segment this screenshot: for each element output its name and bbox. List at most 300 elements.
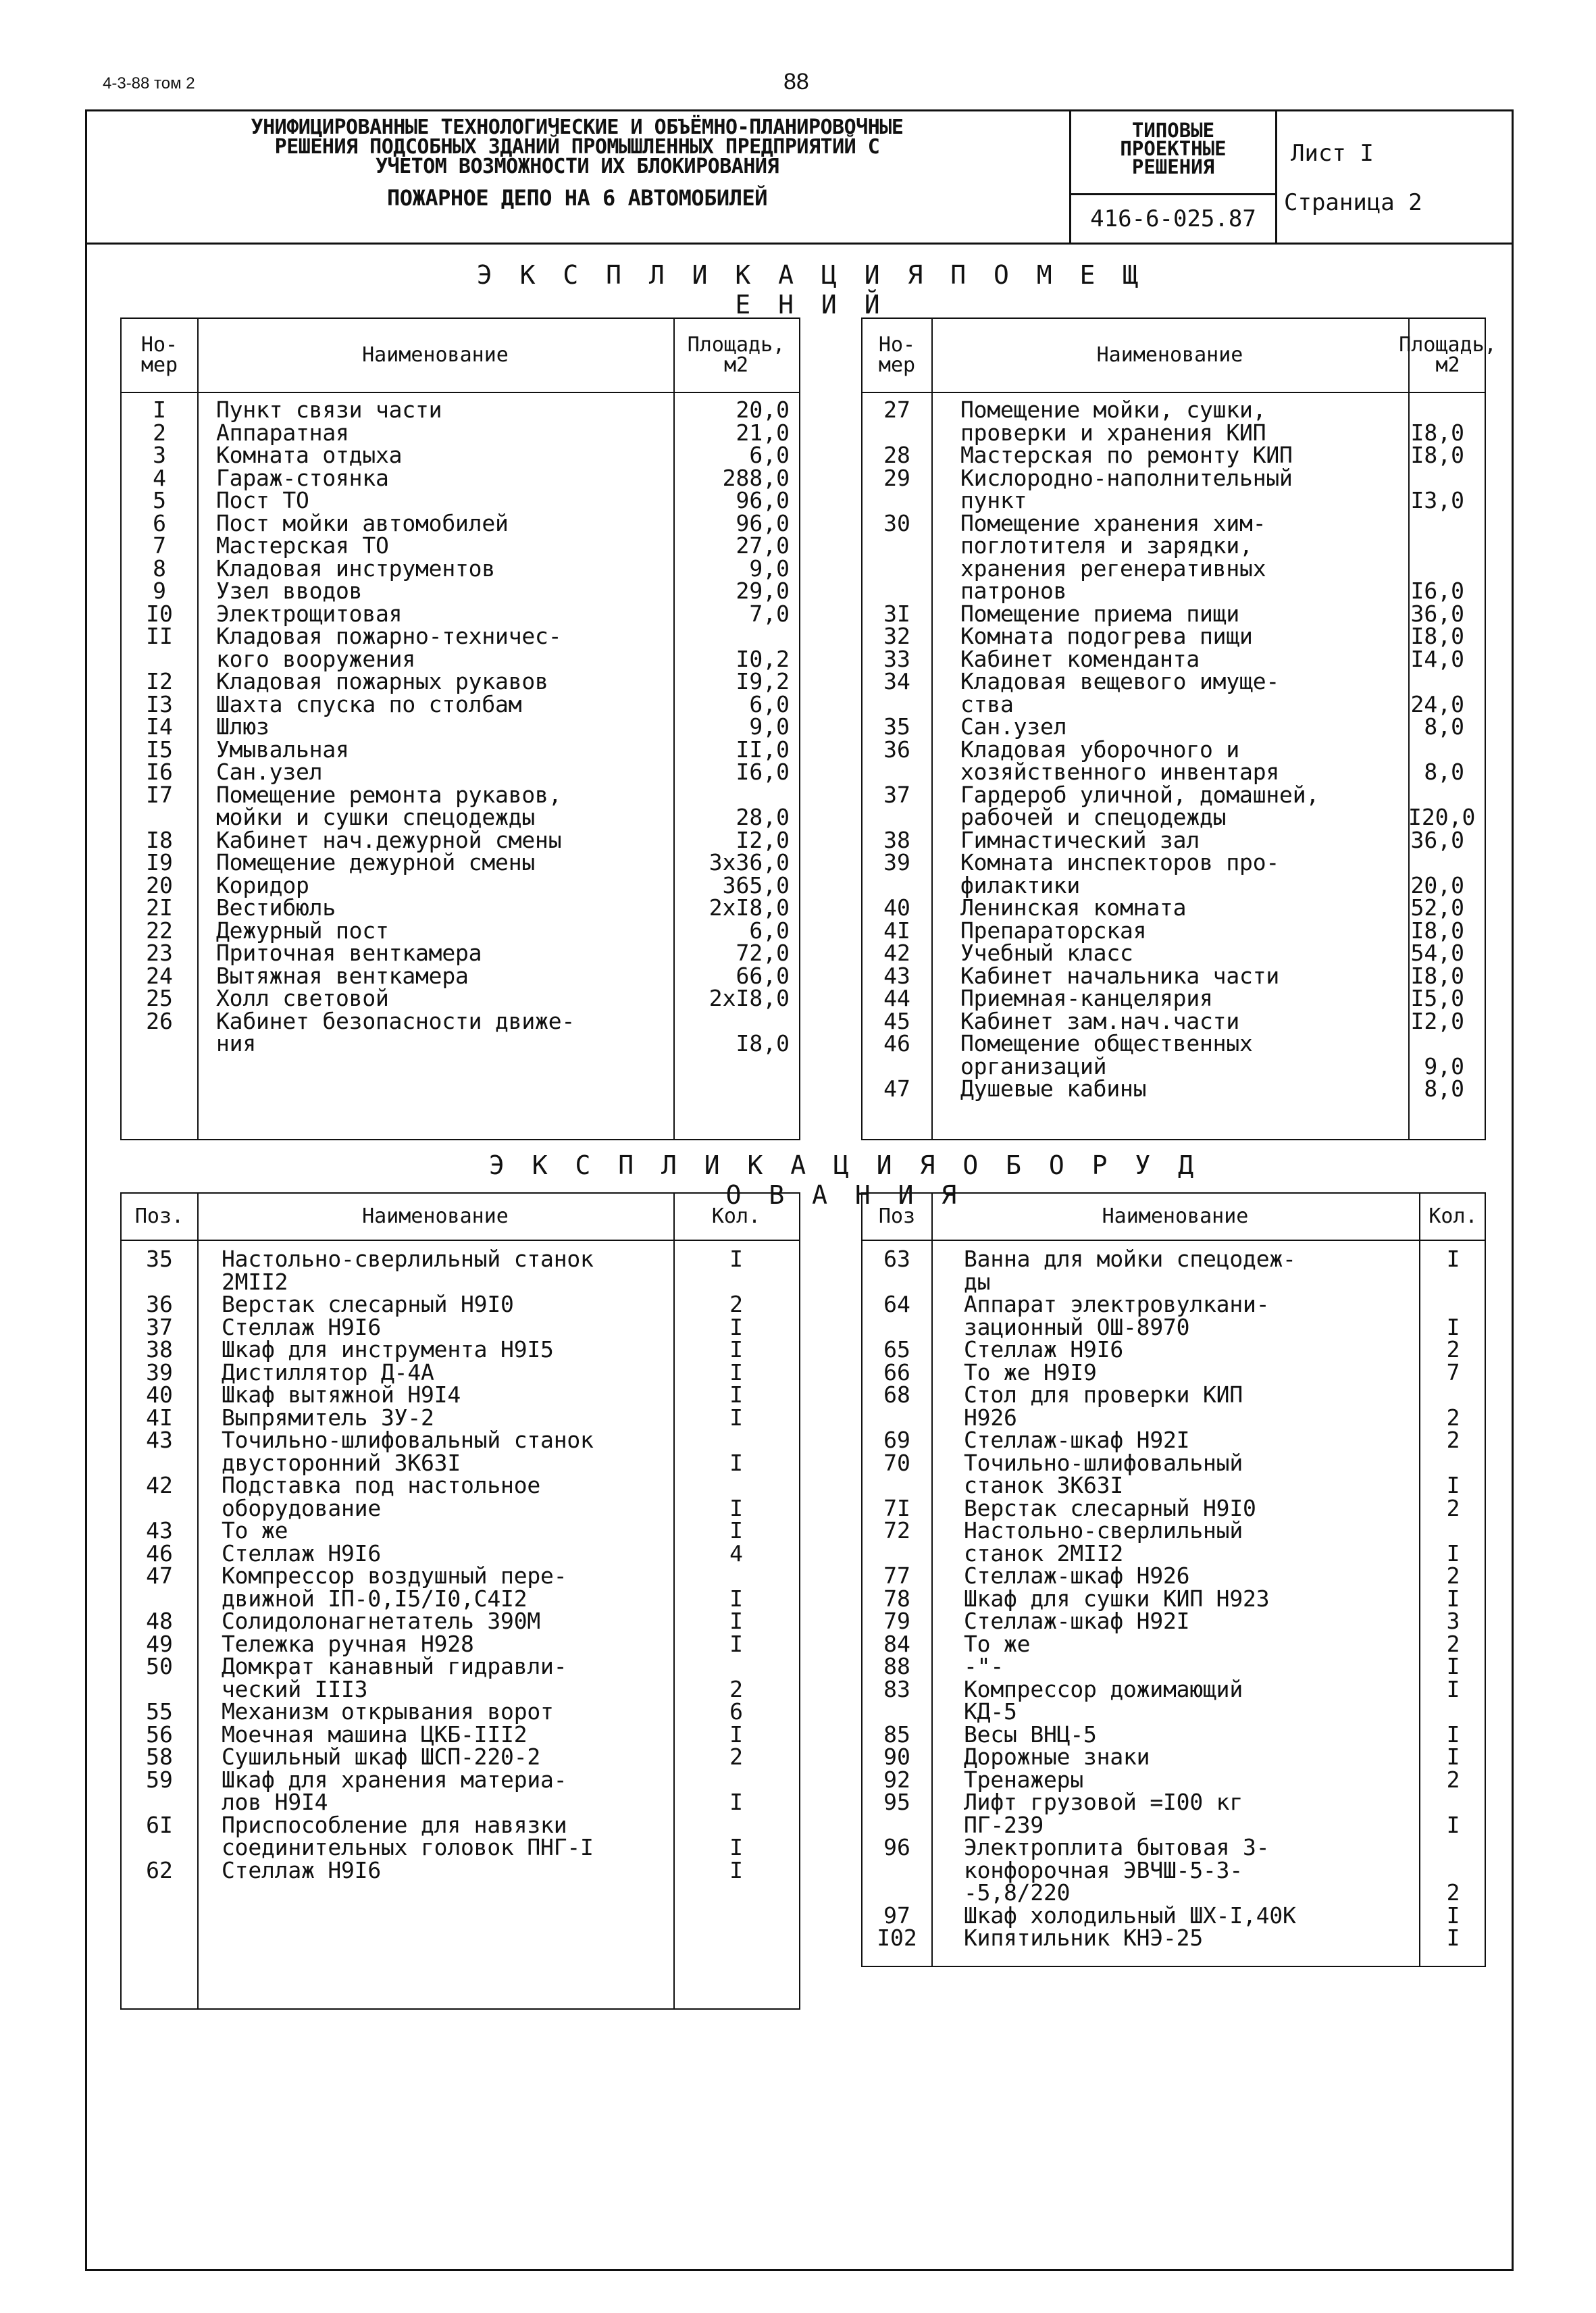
equipment-name: 2МII2 [222, 1268, 288, 1295]
room-name: Пункт связи части [216, 397, 442, 423]
equipment-name: Верстак слесарный Н9I0 [222, 1291, 514, 1317]
equipment-name: Стеллаж-шкаф Н92I [964, 1608, 1190, 1634]
room-name: Дежурный пост [216, 917, 389, 944]
equipment-name: станок 2МII2 [964, 1540, 1124, 1567]
equipment-name: лов Н9I4 [222, 1789, 328, 1815]
room-number: 45 [883, 1007, 910, 1034]
room-area: 54,0 [1410, 940, 1464, 966]
equipment-name: движной IП-0,I5/I0,С4I2 [222, 1585, 527, 1612]
col-name-header: Наименование [1096, 343, 1243, 367]
equipment-name: станок ЗК63I [964, 1472, 1124, 1498]
room-number: 46 [883, 1030, 910, 1057]
equipment-name: Компрессор воздушный пере- [222, 1562, 567, 1589]
room-number: 40 [883, 894, 910, 921]
rooms-table-right-header [863, 319, 1497, 393]
room-name: рабочей и спецодежды [960, 804, 1227, 830]
equipment-name: Сушильный шкаф ШСП-220-2 [222, 1744, 541, 1770]
room-number: 9 [153, 578, 166, 604]
equipment-position: 62 [146, 1856, 173, 1883]
room-number: 39 [883, 849, 910, 875]
room-number: 28 [883, 442, 910, 468]
typical-line-1: ТИПОВЫЕ [1131, 119, 1215, 142]
room-area: 8,0 [1424, 759, 1464, 785]
room-area: 21,0 [736, 419, 790, 446]
room-name: Пост мойки автомобилей [216, 509, 509, 536]
room-name: Кислородно-наполнительный [960, 464, 1293, 491]
room-number: 8 [153, 555, 166, 582]
equipment-name: Приспособление для навязки [222, 1811, 567, 1838]
equipment-name: То же [964, 1630, 1031, 1657]
room-name: пункт [960, 487, 1027, 513]
room-number: I2 [146, 668, 173, 694]
rooms-table-left [120, 317, 800, 1140]
equipment-position: 43 [146, 1427, 173, 1453]
equipment-name: Шкаф холодильный ШХ-I,40К [964, 1902, 1296, 1929]
col-name-header: Наименование [1102, 1204, 1249, 1228]
equipment-quantity: 2 [1446, 1766, 1460, 1793]
equipment-name: Шкаф вытяжной Н9I4 [222, 1381, 461, 1408]
room-name: ства [960, 690, 1014, 717]
room-name: Приемная-канцелярия [960, 985, 1213, 1011]
equipment-position: 65 [883, 1336, 910, 1363]
room-name: Холл световой [216, 985, 389, 1011]
room-area: 6,0 [749, 917, 790, 944]
room-area: 3х36,0 [709, 849, 790, 875]
equipment-quantity: I [1446, 1811, 1460, 1838]
room-name: Ленинская комната [960, 894, 1187, 921]
room-number: 27 [883, 397, 910, 423]
equipment-quantity: I [729, 1449, 743, 1476]
equipment-name: Стеллаж Н9I6 [222, 1856, 382, 1883]
equipment-position: 6I [146, 1811, 173, 1838]
col-qty-header: Кол. [1428, 1204, 1478, 1228]
equipment-quantity: I [1446, 1472, 1460, 1498]
room-number: 29 [883, 464, 910, 491]
room-name: Комната инспекторов про- [960, 849, 1280, 875]
room-name: Аппаратная [216, 419, 349, 446]
room-number: I3 [146, 690, 173, 717]
equipment-position: 48 [146, 1608, 173, 1634]
room-area: 96,0 [736, 487, 790, 513]
equipment-name: ды [964, 1268, 991, 1295]
room-name: Учебный класс [960, 940, 1133, 966]
room-name: Комната подогрева пищи [960, 623, 1253, 649]
equipment-quantity: 2 [1446, 1427, 1460, 1453]
room-name: Кладовая инструментов [216, 555, 496, 582]
col-name-header: Наименование [362, 343, 509, 367]
room-name: Мастерская по ремонту КИП [960, 442, 1293, 468]
equipment-quantity: I [729, 1404, 743, 1431]
equipment-quantity: I [1446, 1653, 1460, 1679]
col-number-header: Но- мер [140, 333, 178, 377]
room-number: I0 [146, 600, 173, 627]
equipment-position: 63 [883, 1246, 910, 1272]
equipment-quantity: 2 [1446, 1494, 1460, 1521]
room-area: 6,0 [749, 442, 790, 468]
equipment-position: 92 [883, 1766, 910, 1793]
equipment-name: Точильно-шлифовальный станок [222, 1427, 594, 1453]
room-area: I8,0 [1410, 962, 1464, 989]
equipment-position: 56 [146, 1721, 173, 1748]
equipment-position: 35 [146, 1246, 173, 1272]
equipment-name: Весы ВНЦ-5 [964, 1721, 1097, 1748]
equipment-name: Точильно-шлифовальный [964, 1449, 1243, 1476]
equipment-name: Домкрат канавный гидравли- [222, 1653, 567, 1679]
room-number: 5 [153, 487, 166, 513]
room-name: филактики [960, 871, 1081, 898]
room-area: 24,0 [1410, 690, 1464, 717]
room-number: 3I [883, 600, 910, 627]
rooms-section-title: Э К С П Л И К А Ц И Я П О М Е Щ Е Н И Й [476, 260, 1145, 320]
room-number: I6 [146, 759, 173, 785]
room-name: Кладовая вещевого имуще- [960, 668, 1280, 694]
equipment-position: 77 [883, 1562, 910, 1589]
equipment-quantity: 2 [1446, 1336, 1460, 1363]
equipment-quantity: I [729, 1313, 743, 1340]
room-number: I7 [146, 781, 173, 808]
equipment-name: Стол для проверки КИП [964, 1381, 1243, 1408]
room-number: 24 [146, 962, 173, 989]
room-number: 42 [883, 940, 910, 966]
equipment-position: 70 [883, 1449, 910, 1476]
room-name: ния [216, 1030, 257, 1057]
room-area: I8,0 [736, 1030, 790, 1057]
sheet-label: Лист I [1291, 140, 1374, 167]
room-name: Кабинет безопасности движе- [216, 1007, 575, 1034]
room-number: 22 [146, 917, 173, 944]
room-number: 2 [153, 419, 166, 446]
equipment-name: Компрессор дожимающий [964, 1675, 1243, 1702]
title-subtitle: ПОЖАРНОЕ ДЕПО НА 6 АВТОМОБИЛЕЙ [387, 185, 767, 211]
room-number: I4 [146, 713, 173, 740]
room-area: 52,0 [1410, 894, 1464, 921]
equipment-name: Дистиллятор Д-4А [222, 1358, 434, 1386]
equipment-position: 58 [146, 1744, 173, 1770]
room-number: 6 [153, 509, 166, 536]
room-area: 365,0 [722, 871, 790, 898]
room-area: I6,0 [1410, 578, 1464, 604]
room-name: хозяйственного инвентаря [960, 759, 1280, 785]
equipment-position: 50 [146, 1653, 173, 1679]
equipment-quantity: I [729, 1381, 743, 1408]
equipment-name: Тележка ручная Н928 [222, 1630, 474, 1657]
equipment-position: 40 [146, 1381, 173, 1408]
room-area: 36,0 [1410, 600, 1464, 627]
equipment-name: Стеллаж-шкаф Н92I [964, 1427, 1190, 1453]
equipment-name: То же [222, 1517, 288, 1544]
col-area-header: Площадь, м2 [1399, 333, 1497, 377]
equipment-position: 66 [883, 1358, 910, 1386]
equipment-quantity: I [1446, 1585, 1460, 1612]
equipment-quantity: I [1446, 1902, 1460, 1929]
equipment-position: 69 [883, 1427, 910, 1453]
equipment-quantity: I [729, 1517, 743, 1544]
room-number: I9 [146, 849, 173, 875]
room-name: Помещение общественных [960, 1030, 1253, 1057]
title-line-2: РЕШЕНИЯ ПОДСОБНЫХ ЗДАНИЙ ПРОМЫШЛЕННЫХ ПРЕДПРИЯТИЙ С [274, 135, 880, 159]
room-name: Кладовая уборочного и [960, 736, 1240, 763]
equipment-quantity: 2 [1446, 1879, 1460, 1906]
equipment-position: 37 [146, 1313, 173, 1340]
equipment-name: Лифт грузовой =I00 кг [964, 1789, 1243, 1815]
room-number: 30 [883, 509, 910, 536]
equipment-quantity: I [1446, 1925, 1460, 1951]
room-area: I4,0 [1410, 645, 1464, 672]
room-name: Помещение мойки, сушки, [960, 397, 1266, 423]
equipment-quantity: 7 [1446, 1358, 1460, 1386]
room-area: 20,0 [1410, 871, 1464, 898]
room-number: II [146, 623, 173, 649]
room-area: I8,0 [1410, 442, 1464, 468]
room-area: I0,2 [736, 645, 790, 672]
room-name: патронов [960, 578, 1067, 604]
room-number: 37 [883, 781, 910, 808]
equipment-position: 78 [883, 1585, 910, 1612]
equipment-name: Верстак слесарный Н9I0 [964, 1494, 1256, 1521]
equipment-name: ПГ-239 [964, 1811, 1044, 1838]
room-area: I5,0 [1410, 985, 1464, 1011]
equipment-name: Настольно-сверлильный [964, 1517, 1243, 1544]
room-name: Вытяжная венткамера [216, 962, 469, 989]
room-name: Кабинет нач.дежурной смены [216, 826, 562, 853]
room-number: 47 [883, 1075, 910, 1102]
room-name: Гимнастический зал [960, 826, 1200, 853]
equipment-name: двусторонний ЗК63I [222, 1449, 461, 1476]
equipment-position: 43 [146, 1517, 173, 1544]
room-name: Сан.узел [216, 759, 323, 785]
equipment-position: 88 [883, 1653, 910, 1679]
equipment-name: соединительных головок ПНГ-I [222, 1834, 594, 1860]
room-area: 9,0 [1424, 1052, 1464, 1079]
equipment-name: конфорочная ЭВЧШ-5-3- [964, 1856, 1243, 1883]
equipment-quantity: I [729, 1856, 743, 1883]
equipment-quantity: I [729, 1608, 743, 1634]
equipment-position: 83 [883, 1675, 910, 1702]
room-name: Коридор [216, 871, 309, 898]
equipment-name: Шкаф для сушки КИП Н923 [964, 1585, 1270, 1612]
room-number: 25 [146, 985, 173, 1011]
room-area: II,0 [736, 736, 790, 763]
equipment-name: -5,8/220 [964, 1879, 1071, 1906]
title-block [85, 109, 1514, 245]
room-area: I20,0 [1408, 804, 1476, 830]
room-number: 2I [146, 894, 173, 921]
room-number: 4I [883, 917, 910, 944]
equipment-quantity: 2 [729, 1291, 743, 1317]
col-pos-header: Поз. [134, 1204, 184, 1228]
equipment-quantity: I [1446, 1246, 1460, 1272]
col-pos-header: Поз [878, 1204, 916, 1228]
col-area-header: Площадь, м2 [687, 333, 786, 377]
room-name: Помещение хранения хим- [960, 509, 1266, 536]
equipment-name: Стеллаж-шкаф Н926 [964, 1562, 1190, 1589]
equipment-quantity: I [729, 1494, 743, 1521]
room-name: проверки и хранения КИП [960, 419, 1266, 446]
equipment-name: -"- [964, 1653, 1004, 1679]
equipment-position: 49 [146, 1630, 173, 1657]
equipment-name: Дорожные знаки [964, 1744, 1150, 1770]
equipment-quantity: 2 [1446, 1562, 1460, 1589]
equipment-quantity: I [1446, 1744, 1460, 1770]
room-name: Кладовая пожарных рукавов [216, 668, 548, 694]
equipment-position: 97 [883, 1902, 910, 1929]
room-number: I8 [146, 826, 173, 853]
equipment-quantity: I [729, 1834, 743, 1860]
room-area: I6,0 [736, 759, 790, 785]
room-number: 4 [153, 464, 166, 491]
equipment-section-title: Э К С П Л И К А Ц И Я О Б О Р У Д О В А Н И Я [489, 1150, 1200, 1210]
rooms-table-left-header [122, 319, 799, 393]
equipment-name: Солидолонагнетатель 390М [222, 1608, 541, 1634]
room-name: Пост ТО [216, 487, 309, 513]
room-area: 9,0 [749, 713, 790, 740]
col-name-header: Наименование [362, 1204, 509, 1228]
room-number: 44 [883, 985, 910, 1011]
equipment-name: Ванна для мойки спецодеж- [964, 1246, 1296, 1272]
equipment-quantity: I [729, 1246, 743, 1272]
room-area: 29,0 [736, 578, 790, 604]
equipment-name: Электроплита бытовая 3- [964, 1834, 1270, 1860]
equipment-quantity: I [729, 1789, 743, 1815]
equipment-position: 64 [883, 1291, 910, 1317]
room-area: 20,0 [736, 397, 790, 423]
room-name: поглотителя и зарядки, [960, 532, 1253, 559]
room-name: Вестибюль [216, 894, 336, 921]
equipment-quantity: 2 [1446, 1630, 1460, 1657]
room-name: Кабинет коменданта [960, 645, 1200, 672]
room-area: 66,0 [736, 962, 790, 989]
equipment-name: Моечная машина ЦКБ-III2 [222, 1721, 527, 1748]
equipment-position: I02 [877, 1925, 917, 1951]
room-name: Кладовая пожарно-техничес- [216, 623, 562, 649]
room-area: I9,2 [736, 668, 790, 694]
equipment-quantity: 2 [729, 1675, 743, 1702]
room-number: 43 [883, 962, 910, 989]
equipment-position: 84 [883, 1630, 910, 1657]
typical-solutions-box [1071, 109, 1277, 243]
room-area: I8,0 [1410, 917, 1464, 944]
equipment-quantity: I [729, 1358, 743, 1386]
room-name: организаций [960, 1052, 1107, 1079]
room-number: 36 [883, 736, 910, 763]
room-number: 32 [883, 623, 910, 649]
room-area: 288,0 [722, 464, 790, 491]
equipment-quantity: I [1446, 1721, 1460, 1748]
room-area: I2,0 [736, 826, 790, 853]
room-number: 34 [883, 668, 910, 694]
room-name: мойки и сушки спецодежды [216, 804, 536, 830]
room-area: 2хI8,0 [709, 985, 790, 1011]
room-area: 28,0 [736, 804, 790, 830]
room-number: 26 [146, 1007, 173, 1034]
room-name: Кабинет начальника части [960, 962, 1280, 989]
equipment-name: Подставка под настольное [222, 1472, 541, 1498]
equipment-position: 39 [146, 1358, 173, 1386]
equipment-name: КД-5 [964, 1698, 1017, 1725]
room-area: 27,0 [736, 532, 790, 559]
title-main [85, 109, 1071, 243]
equipment-quantity: 2 [729, 1744, 743, 1770]
equipment-name: Шкаф для инструмента Н9I5 [222, 1336, 554, 1363]
room-name: Умывальная [216, 736, 349, 763]
room-area: 96,0 [736, 509, 790, 536]
room-name: Шахта спуска по столбам [216, 690, 522, 717]
room-area: I3,0 [1410, 487, 1464, 513]
room-name: Сан.узел [960, 713, 1067, 740]
title-line-3: УЧЕТОМ ВОЗМОЖНОСТИ ИХ БЛОКИРОВАНИЯ [375, 155, 779, 178]
equipment-name: Стеллаж Н9I6 [222, 1540, 382, 1567]
equipment-position: 55 [146, 1698, 173, 1725]
equipment-position: 85 [883, 1721, 910, 1748]
room-area: 72,0 [736, 940, 790, 966]
equipment-position: 96 [883, 1834, 910, 1860]
room-number: I [153, 397, 166, 423]
equipment-position: 79 [883, 1608, 910, 1634]
equipment-quantity: 2 [1446, 1404, 1460, 1431]
equipment-position: 46 [146, 1540, 173, 1567]
equipment-quantity: 3 [1446, 1608, 1460, 1634]
room-area: 9,0 [749, 555, 790, 582]
equipment-position: 4I [146, 1404, 173, 1431]
room-name: Гараж-стоянка [216, 464, 389, 491]
room-name: Шлюз [216, 713, 269, 740]
equipment-name: Стеллаж Н9I6 [222, 1313, 382, 1340]
equipment-position: 42 [146, 1472, 173, 1498]
col-number-header: Но- мер [878, 333, 916, 377]
room-area: I8,0 [1410, 419, 1464, 446]
equipment-table-left-header [122, 1194, 799, 1241]
equipment-quantity: I [1446, 1540, 1460, 1567]
page-number: 88 [783, 69, 809, 95]
room-name: Комната отдыха [216, 442, 403, 468]
equipment-name: ческий IIIЗ [222, 1675, 368, 1702]
room-number: I5 [146, 736, 173, 763]
room-area: 6,0 [749, 690, 790, 717]
equipment-quantity: I [729, 1721, 743, 1748]
equipment-name: Тренажеры [964, 1766, 1084, 1793]
equipment-position: 7I [883, 1494, 910, 1521]
equipment-position: 59 [146, 1766, 173, 1793]
room-name: Душевые кабины [960, 1075, 1147, 1102]
equipment-name: То же Н9I9 [964, 1358, 1097, 1386]
equipment-name: Стеллаж Н9I6 [964, 1336, 1124, 1363]
equipment-position: 36 [146, 1291, 173, 1317]
equipment-position: 72 [883, 1517, 910, 1544]
equipment-name: Настольно-сверлильный станок [222, 1246, 594, 1272]
equipment-name: Выпрямитель ЗУ-2 [222, 1404, 434, 1431]
room-area: 7,0 [749, 600, 790, 627]
room-name: Помещение ремонта рукавов, [216, 781, 562, 808]
typical-line-2: ПРОЕКТНЫЕ [1120, 137, 1227, 160]
equipment-name: Аппарат электровулкани- [964, 1291, 1270, 1317]
room-name: Помещение дежурной смены [216, 849, 536, 875]
equipment-quantity: I [729, 1585, 743, 1612]
equipment-table-right [861, 1192, 1486, 1967]
room-name: Гардероб уличной, домашней, [960, 781, 1320, 808]
equipment-position: 68 [883, 1381, 910, 1408]
sheet-box [1277, 109, 1510, 243]
typical-line-3: РЕШЕНИЯ [1131, 155, 1215, 178]
room-name: Препараторская [960, 917, 1147, 944]
room-area: 8,0 [1424, 713, 1464, 740]
equipment-position: 38 [146, 1336, 173, 1363]
room-number: 7 [153, 532, 166, 559]
doc-code: 416-6-025.87 [1071, 193, 1275, 243]
equipment-name: Механизм открывания ворот [222, 1698, 554, 1725]
room-name: Электрощитовая [216, 600, 403, 627]
room-name: Помещение приема пищи [960, 600, 1240, 627]
room-number: 33 [883, 645, 910, 672]
